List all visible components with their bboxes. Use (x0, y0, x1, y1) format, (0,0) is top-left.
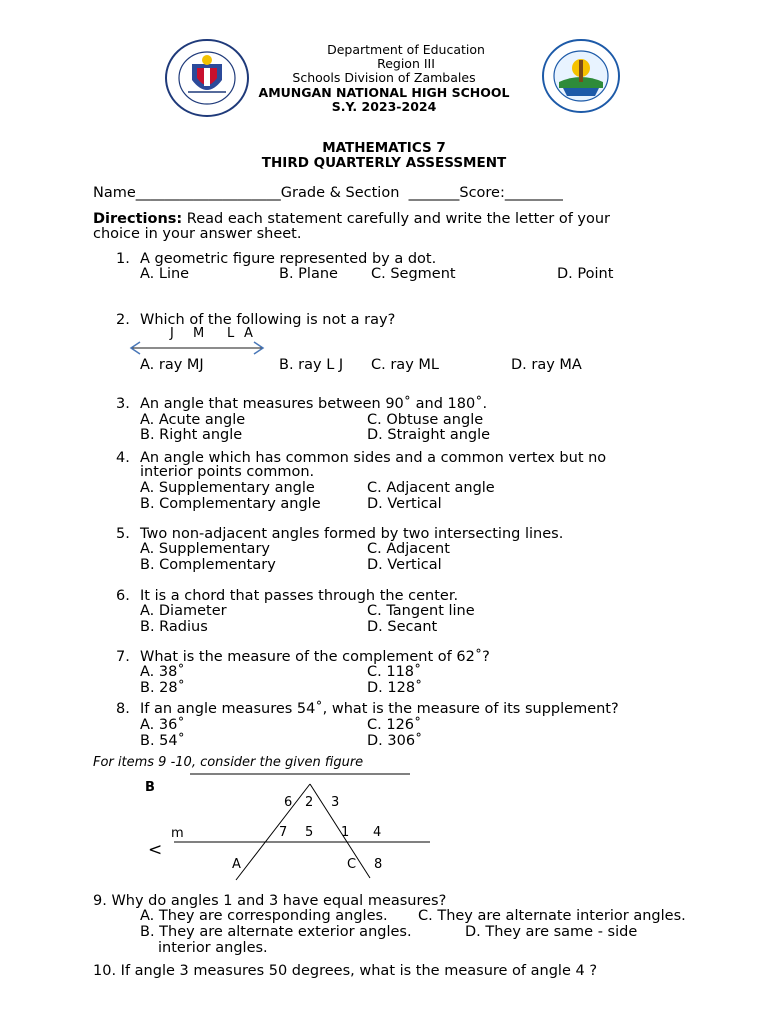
question-4-choice-a: A. Supplementary angle (140, 480, 315, 496)
exam-title: THIRD QUARTERLY ASSESSMENT (261, 155, 507, 171)
question-9-text: 9. Why do angles 1 and 3 have equal measures? (93, 893, 447, 909)
name-label: Name____________________ (93, 185, 281, 201)
figure-label-5: 5 (305, 825, 314, 840)
ray-label-j: J (170, 326, 174, 341)
question-6-choice-d: D. Secant (367, 619, 438, 635)
transversal-figure (140, 770, 440, 885)
question-9-choice-b: B. They are alternate exterior angles. (140, 924, 412, 940)
question-10-text: 10. If angle 3 measures 50 degrees, what is the measure of angle 4 ? (93, 963, 598, 979)
grade-section-label: Grade & Section (280, 185, 400, 201)
question-8-text: If an angle measures 54˚, what is the measure of its supplement? (140, 701, 619, 717)
question-2-choice-d: D. ray MA (511, 357, 582, 373)
question-8-choice-c: C. 126˚ (367, 717, 422, 733)
question-7-choice-d: D. 128˚ (367, 680, 423, 696)
question-7-choice-b: B. 28˚ (140, 680, 185, 696)
header-school-name: AMUNGAN NATIONAL HIGH SCHOOL (258, 85, 510, 100)
question-4-number: 4. (116, 450, 130, 466)
question-4-text-2: interior points common. (140, 464, 315, 480)
header-line-division: Schools Division of Zambales (292, 70, 476, 85)
directions-text-2: choice in your answer sheet. (93, 226, 302, 242)
question-5-number: 5. (116, 526, 130, 542)
question-5-text: Two non-adjacent angles formed by two intersecting lines. (140, 526, 564, 542)
figure-label-6: 6 (284, 795, 293, 810)
question-7-text: What is the measure of the complement of 62˚? (140, 649, 490, 665)
question-8-choice-b: B. 54˚ (140, 733, 185, 749)
question-3-text: An angle that measures between 90˚ and 180˚. (140, 396, 488, 412)
line-jmla-figure (126, 339, 268, 357)
question-2-choice-c: C. ray ML (371, 357, 439, 373)
name-field-line (93, 185, 563, 201)
figure-label-m: m (171, 826, 184, 841)
header-line-region: Region III (377, 56, 435, 71)
question-8-number: 8. (116, 701, 130, 717)
figure-arrow-left: < (148, 840, 163, 860)
question-6-choice-b: B. Radius (140, 619, 208, 635)
figure-label-2: 2 (305, 795, 314, 810)
question-3-number: 3. (116, 396, 130, 412)
question-7-choice-a: A. 38˚ (140, 664, 185, 680)
ray-label-m: M (193, 326, 205, 341)
question-3-choice-c: C. Obtuse angle (367, 412, 484, 428)
figure-label-3: 3 (331, 795, 340, 810)
figure-label-a: A (232, 857, 241, 872)
header-line-department: Department of Education (327, 42, 485, 57)
figure-label-1: 1 (341, 825, 350, 840)
figure-note: For items 9 -10, consider the given figure (93, 755, 364, 770)
question-3-choice-d: D. Straight angle (367, 427, 491, 443)
figure-label-7: 7 (279, 825, 288, 840)
question-1-number: 1. (116, 251, 130, 267)
question-2-choice-b: B. ray L J (279, 357, 344, 373)
question-9-choice-a: A. They are corresponding angles. (140, 908, 388, 924)
ray-label-a: A (244, 326, 253, 341)
exam-subject-title: MATHEMATICS 7 (322, 140, 446, 156)
question-9-choice-d: D. They are same - side (465, 924, 638, 940)
figure-label-b: B (145, 780, 155, 795)
ray-label-l: L (227, 326, 235, 341)
question-2-choice-a: A. ray MJ (140, 357, 204, 373)
question-1-choice-d: D. Point (557, 266, 614, 282)
question-8-choice-a: A. 36˚ (140, 717, 185, 733)
question-5-choice-c: C. Adjacent (367, 541, 450, 557)
question-7-choice-c: C. 118˚ (367, 664, 422, 680)
question-6-number: 6. (116, 588, 130, 604)
question-5-choice-b: B. Complementary (140, 557, 276, 573)
directions-label: Directions: (93, 211, 183, 227)
directions-text-1: Read each statement carefully and write the letter of your (182, 211, 611, 227)
figure-label-c: C (347, 857, 357, 872)
question-3-choice-b: B. Right angle (140, 427, 243, 443)
question-4-choice-d: D. Vertical (367, 496, 442, 512)
question-9-choice-d-cont: interior angles. (158, 940, 268, 956)
header-school-year: S.Y. 2023-2024 (331, 99, 437, 114)
question-6-text: It is a chord that passes through the center. (140, 588, 459, 604)
question-8-choice-d: D. 306˚ (367, 733, 423, 749)
question-4-text-1: An angle which has common sides and a common vertex but no (140, 450, 607, 466)
grade-section-blank: _______ (408, 185, 460, 201)
question-6-choice-c: C. Tangent line (367, 603, 475, 619)
question-3-choice-a: A. Acute angle (140, 412, 246, 428)
question-2-number: 2. (116, 312, 130, 328)
figure-label-8: 8 (374, 857, 383, 872)
directions (93, 212, 610, 242)
question-1-choice-c: C. Segment (371, 266, 456, 282)
score-label: Score:________ (459, 185, 563, 201)
question-5-choice-a: A. Supplementary (140, 541, 270, 557)
question-5-choice-d: D. Vertical (367, 557, 442, 573)
question-9-choice-c: C. They are alternate interior angles. (418, 908, 686, 924)
question-6-choice-a: A. Diameter (140, 603, 227, 619)
question-4-choice-c: C. Adjacent angle (367, 480, 495, 496)
question-2-text: Which of the following is not a ray? (140, 312, 396, 328)
question-4-choice-b: B. Complementary angle (140, 496, 321, 512)
question-1-choice-a: A. Line (140, 266, 190, 282)
question-7-number: 7. (116, 649, 130, 665)
figure-label-4: 4 (373, 825, 382, 840)
question-1-choice-b: B. Plane (279, 266, 338, 282)
question-1-text: A geometric figure represented by a dot. (140, 251, 437, 267)
